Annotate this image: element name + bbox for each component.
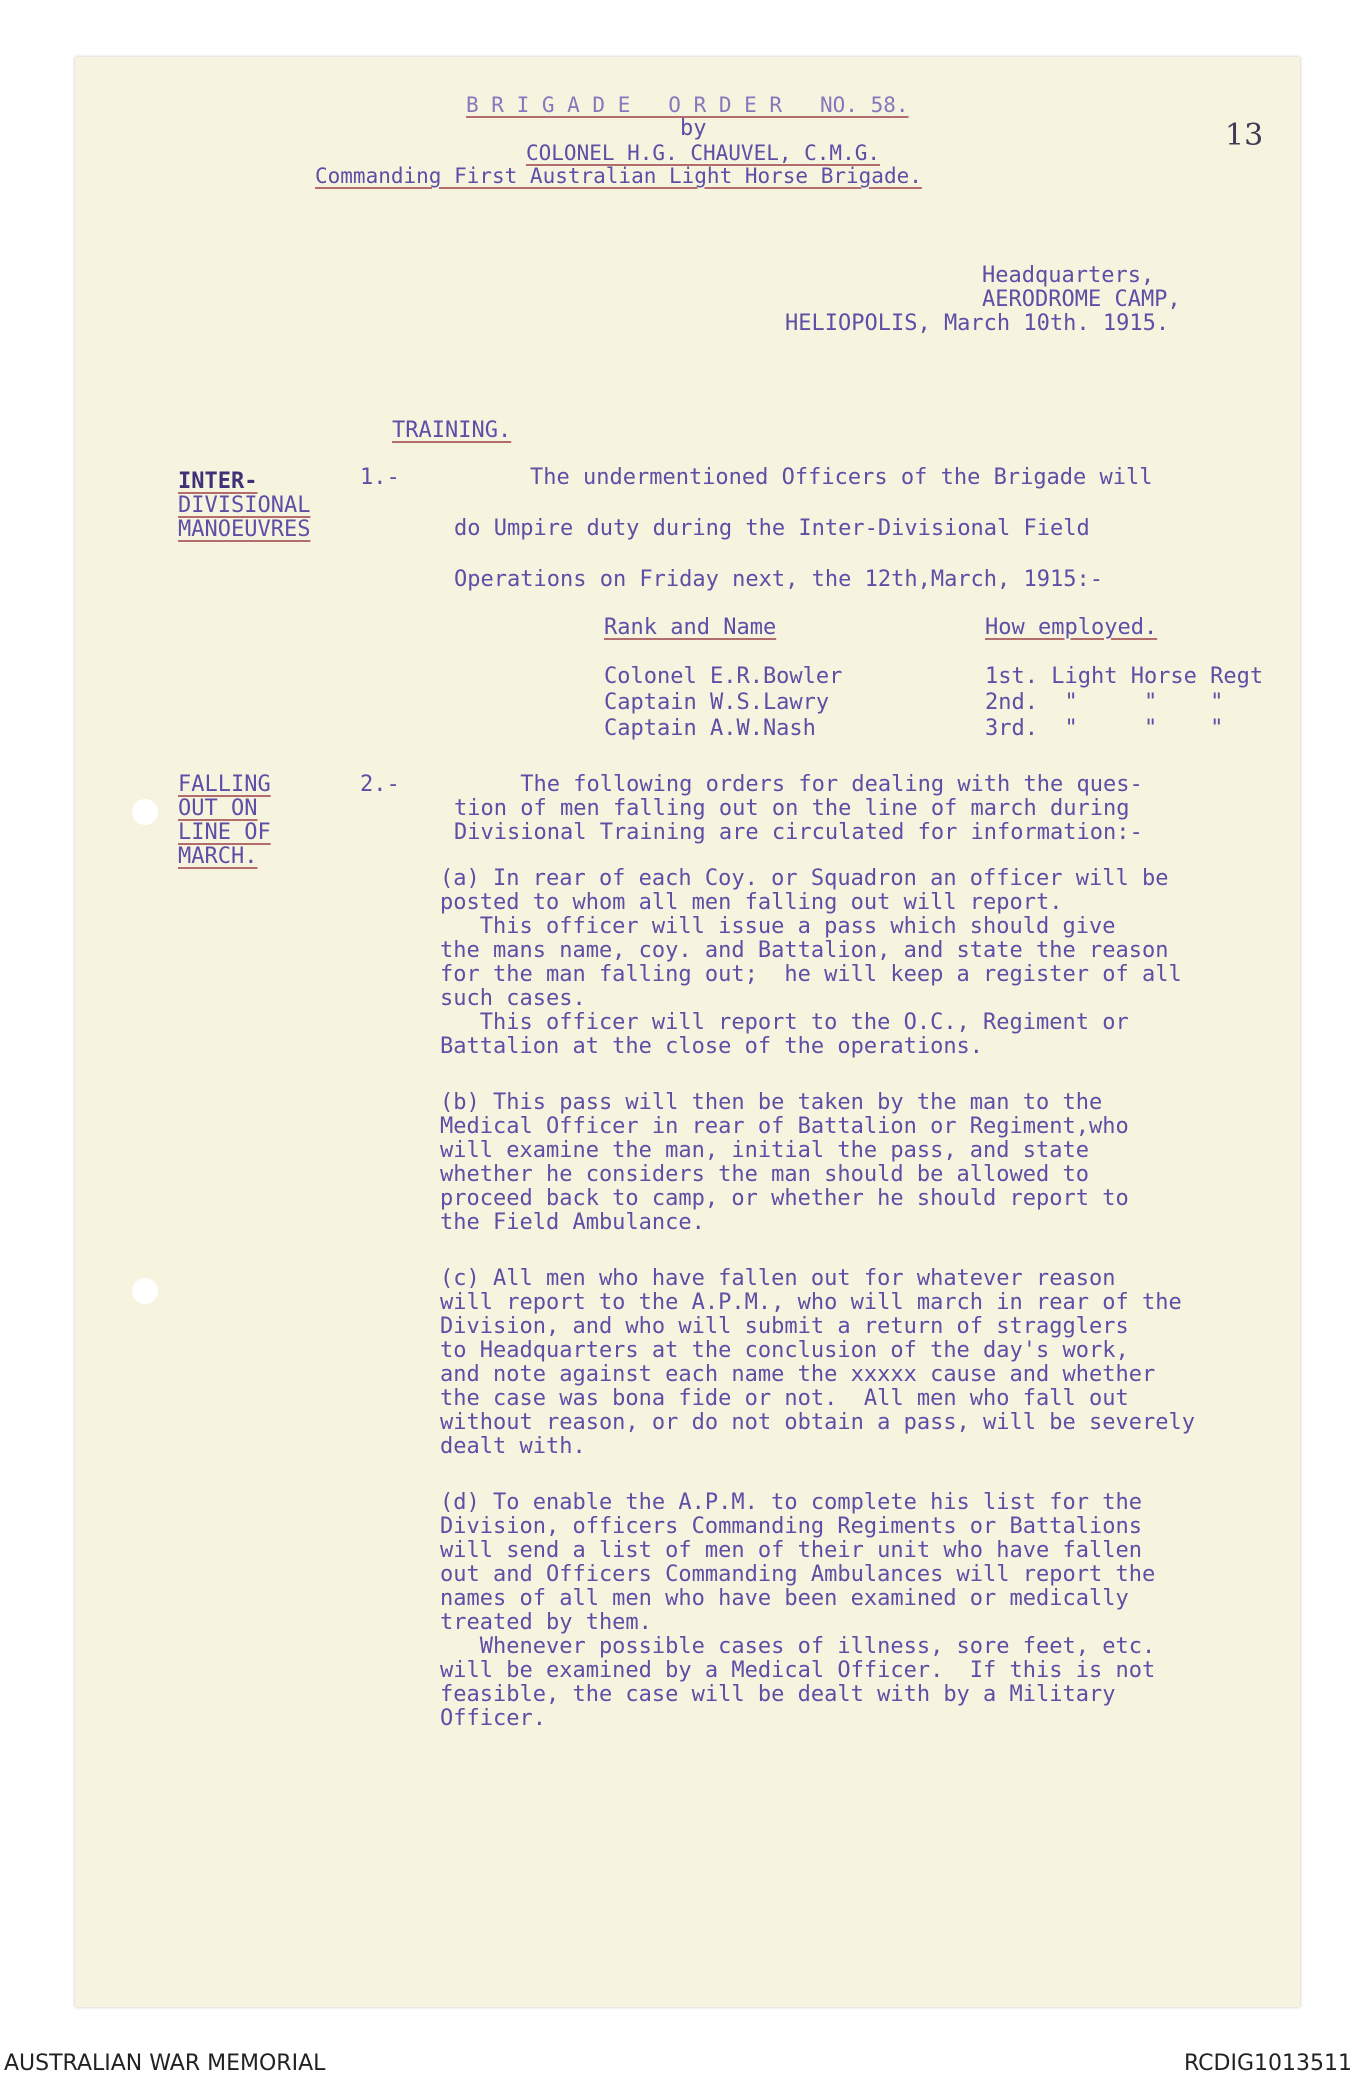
punch-hole — [132, 1278, 158, 1304]
margin-note-line: MANOEUVRES — [178, 517, 311, 542]
punch-hole — [132, 799, 158, 825]
address-line-3: HELIOPOLIS, March 10th. 1915. — [785, 311, 1170, 336]
paragraph-line: treated by them. — [440, 1610, 652, 1635]
paragraph-line: This officer will issue a pass which should give — [440, 914, 1116, 939]
table-cell: Captain W.S.Lawry — [604, 690, 830, 715]
footer-archive-name: AUSTRALIAN WAR MEMORIAL — [4, 2051, 326, 2076]
paragraph-line: will examine the man, initial the pass, and state — [440, 1138, 1090, 1163]
margin-note-line: INTER- — [178, 469, 258, 494]
commander-name: COLONEL H.G. CHAUVEL, C.M.G. — [526, 141, 881, 165]
paragraph-line: whether he considers the man should be allowed to — [440, 1162, 1090, 1187]
paragraph-line: names of all men who have been examined or medically — [440, 1586, 1129, 1611]
item-1-number: 1.- — [360, 465, 400, 490]
table-header-rank-name: Rank and Name — [604, 615, 777, 640]
margin-note-line: FALLING — [178, 772, 271, 797]
paragraph-line: Whenever possible cases of illness, sore feet, etc. — [440, 1634, 1156, 1659]
order-title: B R I G A D E O R D E R NO. 58. — [466, 93, 909, 117]
paragraph-line: (c) All men who have fallen out for whatever reason — [440, 1266, 1116, 1291]
paragraph-line: Battalion at the close of the operations. — [440, 1034, 984, 1059]
paragraph-line: feasible, the case will be dealt with by a Military — [440, 1682, 1116, 1707]
paragraph-line: will report to the A.P.M., who will march in rear of the — [440, 1290, 1182, 1315]
table-header-how-employed: How employed. — [985, 615, 1158, 640]
table-cell: 2nd. " " " — [985, 690, 1224, 715]
paragraph-line: the mans name, coy. and Battalion, and state the reason — [440, 938, 1169, 963]
margin-note-line: MARCH. — [178, 844, 258, 869]
paragraph-line: without reason, or do not obtain a pass, will be severely — [440, 1410, 1195, 1435]
table-cell: 3rd. " " " — [985, 716, 1224, 741]
table-cell: Captain A.W.Nash — [604, 716, 816, 741]
paragraph-line: and note against each name the xxxxx cause and whether — [440, 1362, 1156, 1387]
item-1-line: Operations on Friday next, the 12th,March, 1915:- — [454, 567, 1104, 592]
item-1-line: The undermentioned Officers of the Brigade will — [530, 465, 1153, 490]
item-2-intro-line: Divisional Training are circulated for information:- — [454, 820, 1143, 845]
paragraph-line: for the man falling out; he will keep a register of all — [440, 962, 1182, 987]
paragraph-line: Division, officers Commanding Regiments or Battalions — [440, 1514, 1142, 1539]
paragraph-line: (a) In rear of each Coy. or Squadron an officer will be — [440, 866, 1169, 891]
table-cell: 1st. Light Horse Regt — [985, 664, 1264, 689]
item-2-intro-line: The following orders for dealing with the ques- — [454, 772, 1143, 797]
table-cell: Colonel E.R.Bowler — [604, 664, 843, 689]
item-2-intro-line: tion of men falling out on the line of march during — [454, 796, 1130, 821]
order-by: by — [680, 116, 707, 141]
paragraph-line: will be examined by a Medical Officer. If this is not — [440, 1658, 1156, 1683]
item-2-number: 2.- — [360, 772, 400, 797]
paragraph-line: (b) This pass will then be taken by the man to the — [440, 1090, 1103, 1115]
margin-note-line: LINE OF — [178, 820, 271, 845]
margin-note-line: OUT ON — [178, 796, 258, 821]
paragraph-line: the case was bona fide or not. All men who fall out — [440, 1386, 1129, 1411]
paragraph-line: Division, and who will submit a return of stragglers — [440, 1314, 1129, 1339]
page-number: 13 — [1225, 118, 1264, 153]
paragraph-line: to Headquarters at the conclusion of the day's work, — [440, 1338, 1129, 1363]
section-heading: TRAINING. — [392, 418, 512, 443]
item-1-line: do Umpire duty during the Inter-Divisional Field — [454, 516, 1090, 541]
footer-reference-id: RCDIG1013511 — [1183, 2051, 1352, 2076]
paragraph-line: Medical Officer in rear of Battalion or Regiment,who — [440, 1114, 1129, 1139]
paragraph-line: This officer will report to the O.C., Regiment or — [440, 1010, 1129, 1035]
paragraph-line: dealt with. — [440, 1434, 586, 1459]
command-title: Commanding First Australian Light Horse Brigade. — [315, 164, 922, 188]
margin-note-line: DIVISIONAL — [178, 493, 311, 518]
address-line-1: Headquarters, — [982, 263, 1155, 288]
paragraph-line: proceed back to camp, or whether he should report to — [440, 1186, 1129, 1211]
paragraph-line: out and Officers Commanding Ambulances will report the — [440, 1562, 1156, 1587]
paragraph-line: the Field Ambulance. — [440, 1210, 705, 1235]
paragraph-line: such cases. — [440, 986, 586, 1011]
paragraph-line: Officer. — [440, 1706, 546, 1731]
paragraph-line: posted to whom all men falling out will report. — [440, 890, 1063, 915]
address-line-2: AERODROME CAMP, — [982, 287, 1181, 312]
paragraph-line: will send a list of men of their unit who have fallen — [440, 1538, 1142, 1563]
paragraph-line: (d) To enable the A.P.M. to complete his list for the — [440, 1490, 1142, 1515]
